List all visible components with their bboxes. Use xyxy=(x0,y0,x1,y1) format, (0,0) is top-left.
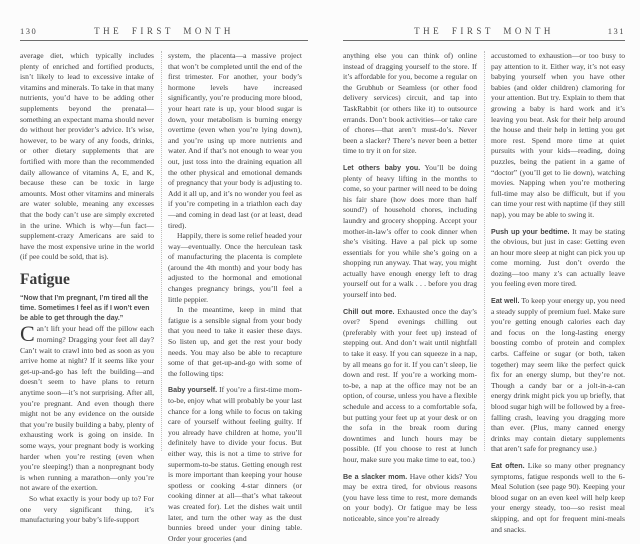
tip-paragraph xyxy=(343,307,477,466)
page-right xyxy=(343,26,626,534)
column-1 xyxy=(20,51,154,525)
body-paragraph xyxy=(20,321,154,494)
body-paragraph: average diet, which typically includes plenty of enriched and fortified products, isn’t likely to lead to excessive intake of vitamins and minerals. To take in that many nutrients, you’d have to be adding other supplements beyond the prenatal—something an expectant mama should never do without her provider’s advice. It’s wise, however, to be wary of any foods, drinks, or other dietary supplements that are fortified with more than the recommended daily allowance of vitamins A, E, and K, because these can be toxic in large amounts. Most other vitamins and minerals are water soluble, meaning any excesses that the body can’t use are simply excreted in the urine. Which is why—fun fact—supplement-crazy Americans are said to have the most expensive urine in the world (if pee could be sold, that is). xyxy=(20,51,154,262)
page-number: 130 xyxy=(20,26,38,36)
tip-lead: Eat often. xyxy=(491,461,525,470)
body-paragraph: In the meantime, keep in mind that fatigue is a sensible signal from your body that you need to take it easier these days. So listen up, and get the rest your body needs. You may also be able to recapture some of that get-up-and-go with some of the following tips: xyxy=(168,305,302,378)
column-3 xyxy=(343,51,478,523)
body-paragraph: Happily, there is some relief headed your way—eventually. Once the herculean task of manufacturing the placenta is complete (around the 4th month) and your body has adjusted to the hormonal and emotional changes pregnancy brings, you’ll feel a little peppier. xyxy=(168,231,302,304)
page-number: 131 xyxy=(607,26,625,36)
tip-text: To keep your energy up, you need a steady supply of premium fuel. Make sure you’re getting enough calories each day and focus on the long-lasting energy boosting combo of protein and complex carbs. Caffeine or sugar (or both, taken together) may seem like the perfect quick fix for an energy slump, but they’re not. Though a candy bar or a jolt-in-a-can energy drink might pick you up briefly, that blood sugar high will be followed by a free-falling crash, leaving you dragging more than ever. (Plus, many canned energy drinks may contain dietary supplements that aren’t safe for pregnancy use.) xyxy=(491,296,626,454)
tip-lead: Chill out more. xyxy=(343,307,395,316)
body-paragraph: anything else you can think of) online instead of dragging yourself to the store. If it’s affordable for you, become a regular on the Grubhub or Seamless (or other food delivery services) circuit, and tap into TaskRabbit (or others like it) to outsource errands. Don’t book activities—or take care of chores—that aren’t must-do’s. Never been a slacker? There’s never been a better time to try it on for size. xyxy=(343,51,477,156)
tip-paragraph xyxy=(491,227,625,291)
tip-text: Exhausted once the day’s over? Spend evenings chilling out (preferably with your feet up) instead of stepping out. And don’t wait until nightfall to take it easy. If you can squeeze in a nap, by all means go for it. If you can’t sleep, lie down and rest. If you’re a working mom-to-be, a nap at the office may not be an option, of course, unless you have a flexible schedule and access to a comfortable sofa, but putting your feet up at your desk or on the sofa in the break room during downtimes and lunch hours may be possible. (If you choose to rest at lunch hour, make sure you make time to eat, too.) xyxy=(343,306,477,464)
tip-text: It may be stating the obvious, but just in case: Getting even an hour more sleep at night can pick you up come morning. Just don’t overdo the dozing—too many z’s can actually leave you feeling even more tired. xyxy=(491,226,626,289)
body-paragraph: accustomed to exhaustion—or too busy to pay attention to it. Either way, it’s not easy babying yourself when you have other babies (and older children) clamoring for your attention. But try. Explain to them that growing a baby is hard work and it’s leaving you beat. Ask for their help around the house and their help in letting you get more rest. Spend more time at quiet pursuits with your kids—reading, doing puzzles, being the patient in a game of “doctor” (you’ll get to lie down), watching movies. Napping when you’re mothering full-time may also be difficult, but if you can time your rest with naptime (if they still nap), you may be able to swing it. xyxy=(491,51,625,219)
page-left xyxy=(20,26,308,543)
tip-text: Have other kids? You may be extra tired, for obvious reasons (you have less time to rest, more demands on your body). Or fatigue may be less noticeable, since you’re already xyxy=(343,471,477,523)
page-columns xyxy=(20,51,308,543)
column-divider xyxy=(484,51,485,451)
page-header-right xyxy=(343,26,625,41)
tip-paragraph xyxy=(168,385,302,544)
running-head: THE FIRST MONTH xyxy=(414,26,554,36)
section-heading: Fatigue xyxy=(20,270,70,288)
tip-lead: Let others baby you. xyxy=(343,163,421,172)
tip-paragraph xyxy=(343,472,477,525)
column-divider xyxy=(161,51,162,451)
tip-lead: Push up your bedtime. xyxy=(491,227,570,236)
tip-text: You’ll be doing plenty of heavy lifting in the months to come, so your partner will need to be doing his fair share (how does more than half sound?) of household chores, including laundry and grocery shopping. Accept your mother-in-law’s offer to cook dinner when she’s visiting. Have a pal pick up some essentials for you while she’s going on a shopping run anyway. That way, you might actually have enough energy left to drag yourself out for a walk . . . before you drag yourself into bed. xyxy=(343,162,478,300)
tip-paragraph xyxy=(491,461,625,535)
tip-lead: Be a slacker mom. xyxy=(343,472,408,481)
tip-paragraph xyxy=(343,163,477,301)
body-paragraph: So what exactly is your body up to? For one very significant thing, it’s manufacturing your baby’s life-support xyxy=(20,493,154,525)
tip-lead: Baby yourself. xyxy=(168,386,218,395)
tip-text: Like so many other pregnancy symptoms, fatigue responds well to the 6-Meal Solution (see page 90). Keeping your blood sugar on an even keel will help keep your energy steady, too—so resist meal skipping, and opt for frequent mini-meals and snacks. xyxy=(491,460,625,534)
tip-paragraph xyxy=(491,296,625,455)
tip-text: If you’re a first-time mom-to-be, enjoy what will probably be your last chance for a long while to focus on taking care of yourself without feeling guilty. If you already have children at home, you’ll definitely have to divide your focus. But either way, this is not a time to strive for supermom-to-be status. Getting enough rest is more important than keeping your house spotless or cooking 4-star dinners (or cooking dinner at all—that’s what takeout was created for). Let the dishes wait until later, and turn the other way as the dust bunnies breed under your dining table. Order your groceries (and xyxy=(168,385,302,543)
column-2 xyxy=(168,51,302,543)
body-text: an’t lift your head off the pillow each morning? Dragging your feet all day? Can’t wait to crawl into bed as soon as you arrive home at night? If it seems like your get-up-and-go has left the building—and doesn’t seem to have plans to return anytime soon—it’s not surprising. After all, you’re pregnant. And even though there might not be any evidence on the outside that you’re busily building a baby, plenty of exhausting work is going on inside. In some ways, your pregnant body is working harder when you’re resting (even when you’re sleeping!) than a nonpregnant body is when running a marathon—only you’re not aware of the exertion. xyxy=(20,324,154,493)
column-4 xyxy=(491,51,626,534)
running-head: THE FIRST MONTH xyxy=(94,26,234,36)
body-paragraph: system, the placenta—a massive project that won’t be completed until the end of the first trimester. For another, your body’s hormone levels have increased significantly, you’re producing more blood, your heart rate is up, your blood sugar is down, your metabolism is burning energy overtime (even when you’re lying down), and you’re using up more nutrients and water. And if that’s not enough to wear you out, just toss into the draining equation all the other physical and emotional demands of pregnancy that your body is adjusting to. Add it all up, and it’s no wonder you feel as if you’re competing in a triathlon each day—and coming in dead last (or at least, dead tired). xyxy=(168,51,302,230)
reader-quote: “Now that I’m pregnant, I’m tired all the time. Sometimes I feel as if I won’t even be able to get through the day.” xyxy=(20,294,150,323)
tip-lead: Eat well. xyxy=(491,297,520,306)
page-header-left xyxy=(20,26,308,41)
page-columns xyxy=(343,51,626,534)
dropcap: C xyxy=(20,321,35,347)
